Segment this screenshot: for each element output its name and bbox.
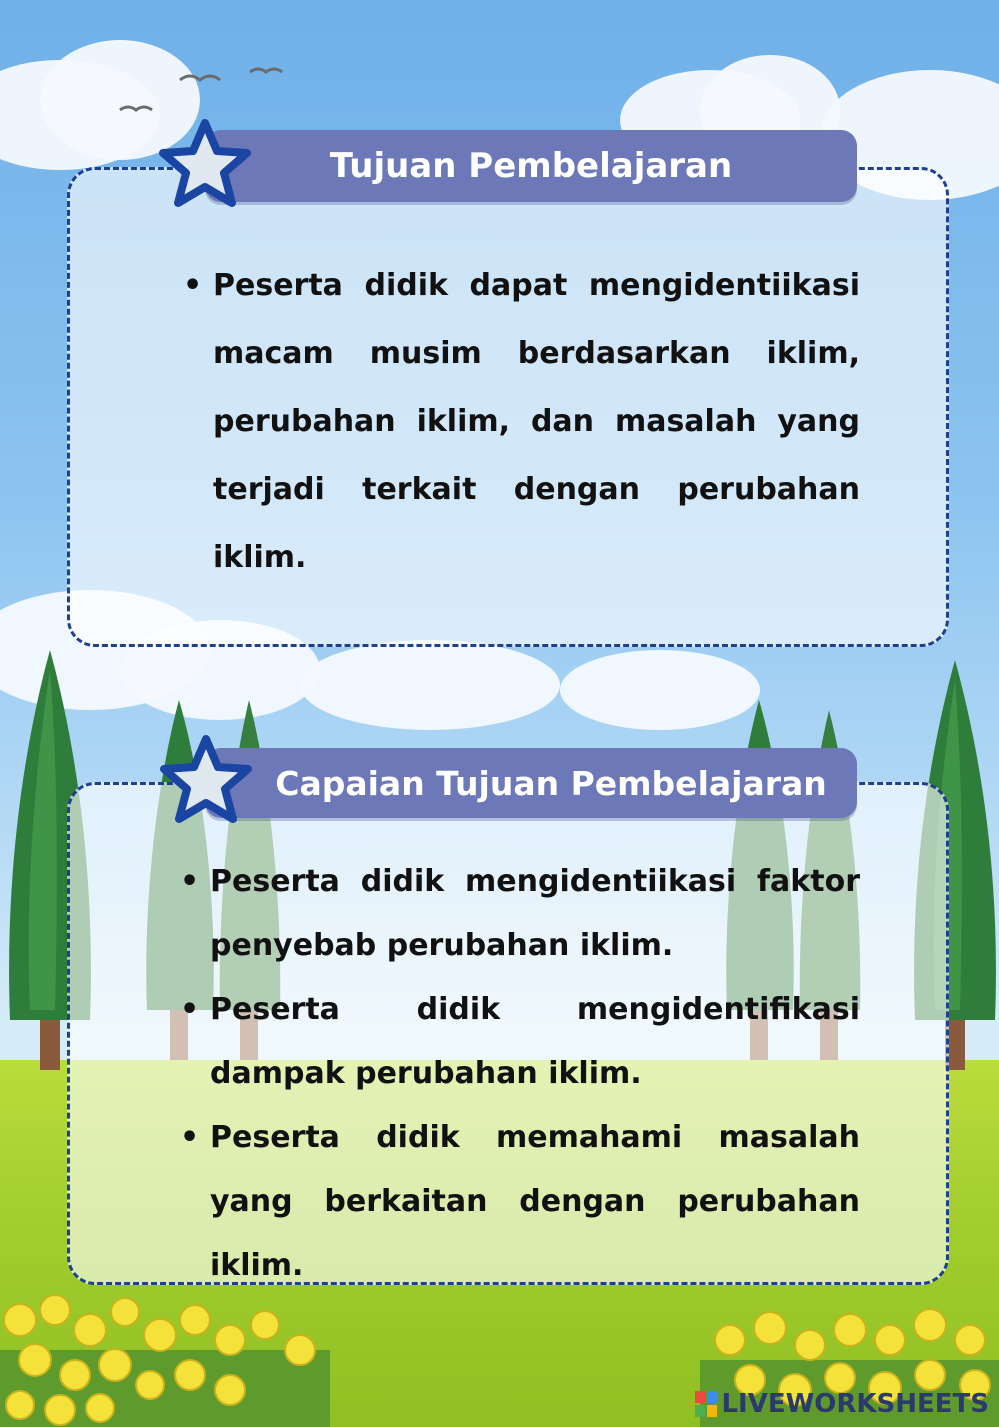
bullet-dot: • [180, 1120, 200, 1155]
list-item [180, 978, 860, 1106]
watermark-text: LIVEWORKSHEETS [721, 1389, 989, 1419]
learning-objectives-header [205, 130, 857, 202]
list-item-text: Peserta didik mengidentiikasi faktor penyebab perubahan iklim. [210, 864, 860, 963]
liveworksheets-logo-icon [695, 1391, 717, 1417]
bullet-dot: • [180, 992, 200, 1027]
list-item [183, 252, 860, 592]
star-icon [156, 733, 256, 829]
learning-objectives-title: Tujuan Pembelajaran [329, 146, 733, 186]
list-item [180, 1106, 860, 1298]
bullet-dot: • [183, 268, 203, 303]
list-item-text: Peserta didik memahami masalah yang berkaitan dengan perubahan iklim. [210, 1120, 860, 1283]
list-item [180, 850, 860, 978]
cloud [300, 640, 560, 730]
list-item-text: Peserta didik dapat mengidentiikasi macam musim berdasarkan iklim, perubahan iklim, dan masalah yang terjadi terkait dengan perubahan iklim. [213, 268, 860, 575]
learning-objectives-list [183, 252, 860, 592]
achievement-title: Capaian Tujuan Pembelajaran [275, 763, 827, 803]
list-item-text: Peserta didik mengidentifikasi dampak perubahan iklim. [210, 992, 860, 1091]
achievement-header [205, 748, 857, 818]
achievement-list [180, 850, 860, 1298]
star-icon [155, 117, 255, 213]
flowers-left [0, 1290, 330, 1427]
liveworksheets-watermark [695, 1389, 989, 1419]
bullet-dot: • [180, 864, 200, 899]
